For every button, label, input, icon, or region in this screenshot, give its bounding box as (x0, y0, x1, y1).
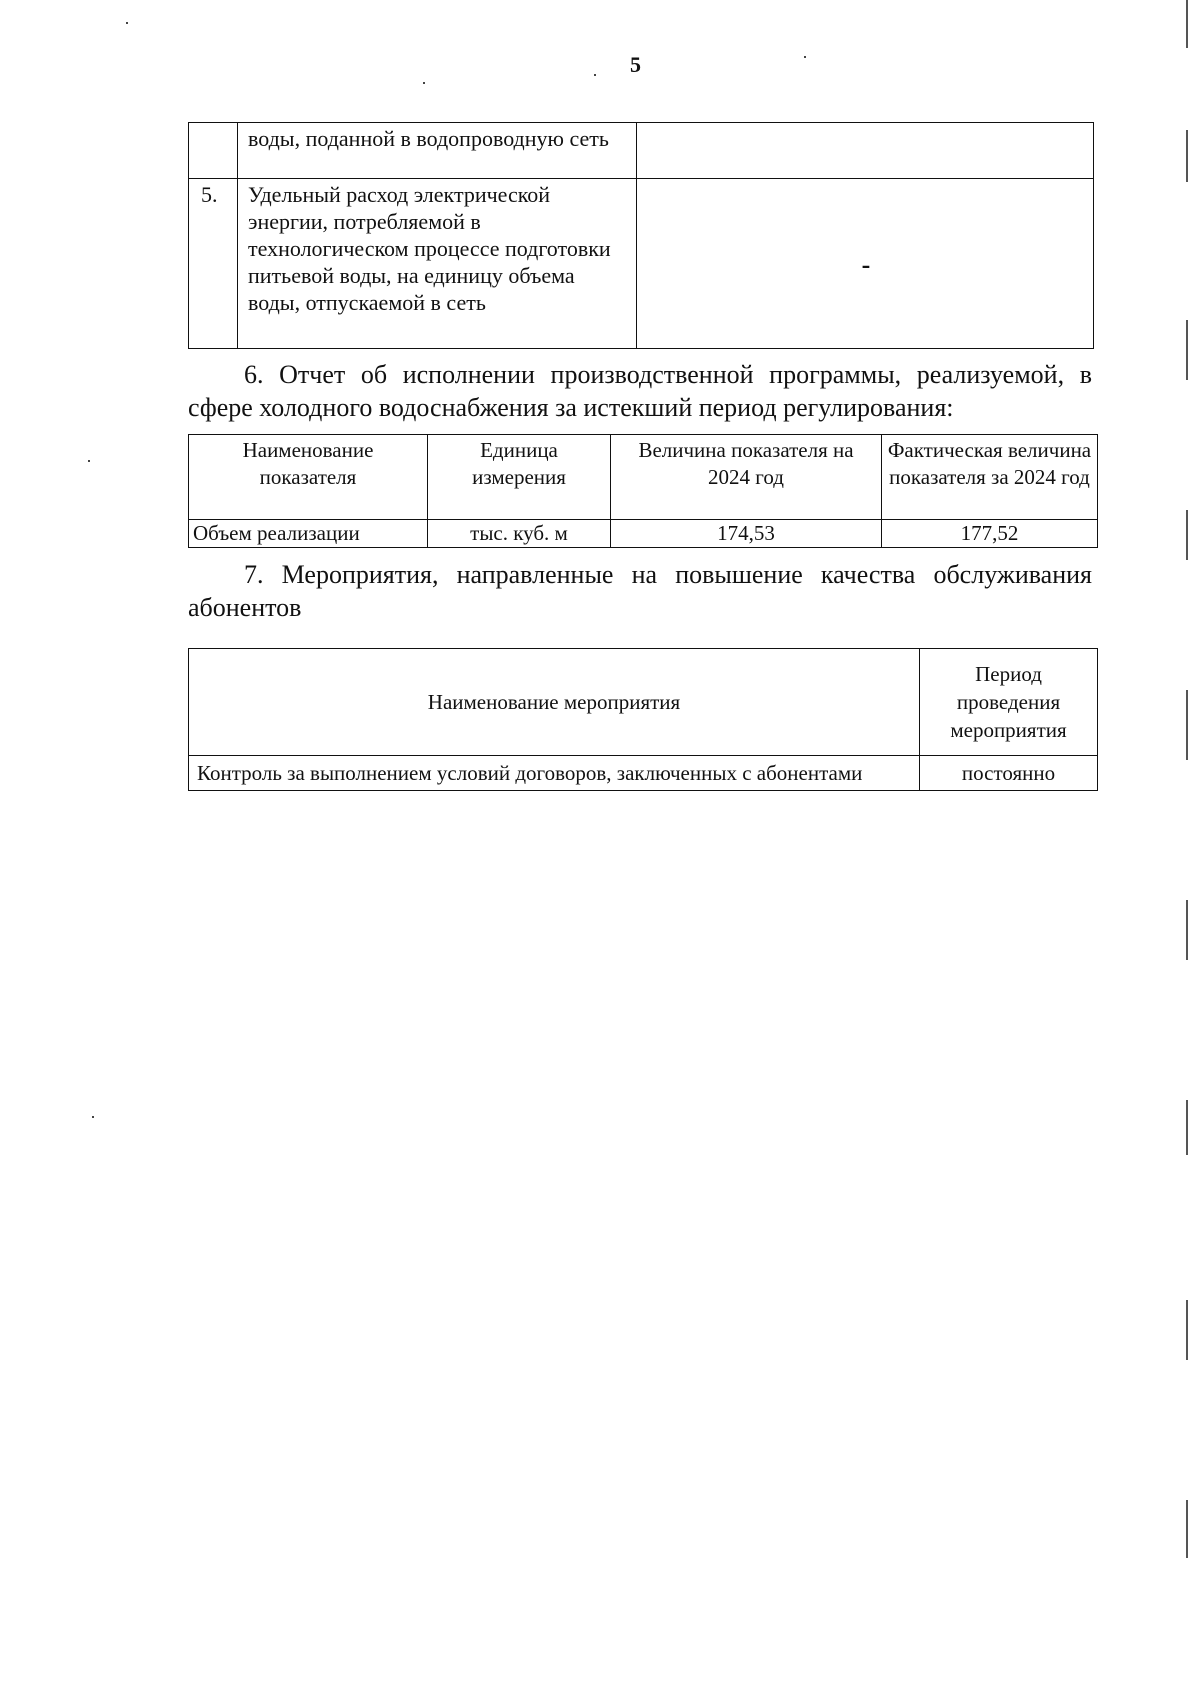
table-row (189, 520, 1098, 548)
table-row (189, 123, 1094, 179)
indicator-name: Удельный расход электрической энергии, потребляемой в технологическом процессе подготовки питьевой воды, на единицу объема воды, отпускаемой в сеть (238, 179, 637, 349)
column-header: Наименование мероприятия (189, 649, 920, 756)
indicator-name: воды, поданной в водопроводную сеть (238, 123, 637, 179)
indicators-table (188, 122, 1094, 349)
plan-value: 174,53 (611, 520, 882, 548)
scan-speck (88, 460, 90, 462)
table-header-row (189, 435, 1098, 520)
column-header: Величина показателя на 2024 год (611, 435, 882, 520)
column-header: Период проведения мероприятия (920, 649, 1098, 756)
section-7-heading (188, 558, 1092, 624)
scan-edge-mark (1186, 900, 1188, 960)
event-name: Контроль за выполнением условий договоров, заключенных с абонентами (189, 756, 920, 791)
unit: тыс. куб. м (428, 520, 611, 548)
indicator-name: Объем реализации (189, 520, 428, 548)
indicator-value (637, 123, 1094, 179)
event-period: постоянно (920, 756, 1098, 791)
section-6-text: 6. Отчет об исполнении производственной программы, реализуемой, в сфере холодного водоснабжения за истекший период регулирования: (188, 360, 1092, 422)
table-header-row (189, 649, 1098, 756)
events-table (188, 648, 1098, 791)
scan-edge-mark (1186, 1300, 1188, 1360)
indicator-value: - (637, 179, 1094, 349)
table-row (189, 756, 1098, 791)
scan-speck (126, 22, 128, 24)
column-header: Фактическая величина показателя за 2024 год (882, 435, 1098, 520)
scan-edge-mark (1186, 320, 1188, 380)
scan-edge-mark (1186, 0, 1188, 48)
scan-speck (92, 1116, 94, 1118)
row-number: 5. (189, 179, 238, 349)
page-number: 5 (630, 52, 641, 77)
section-6-heading (188, 358, 1092, 424)
scan-edge-mark (1186, 1500, 1188, 1558)
scan-edge-mark (1186, 510, 1188, 560)
scan-edge-mark (1186, 690, 1188, 760)
section-7-text: 7. Мероприятия, направленные на повышение качества обслуживания абонентов (188, 560, 1092, 622)
report-table (188, 434, 1098, 548)
table-row (189, 179, 1094, 349)
fact-value: 177,52 (882, 520, 1098, 548)
column-header: Наименование показателя (189, 435, 428, 520)
column-header: Единица измерения (428, 435, 611, 520)
scan-speck (423, 82, 425, 84)
scan-speck (804, 56, 806, 58)
row-number (189, 123, 238, 179)
scan-edge-mark (1186, 1100, 1188, 1155)
scan-edge-mark (1186, 130, 1188, 182)
scan-speck (594, 74, 596, 76)
